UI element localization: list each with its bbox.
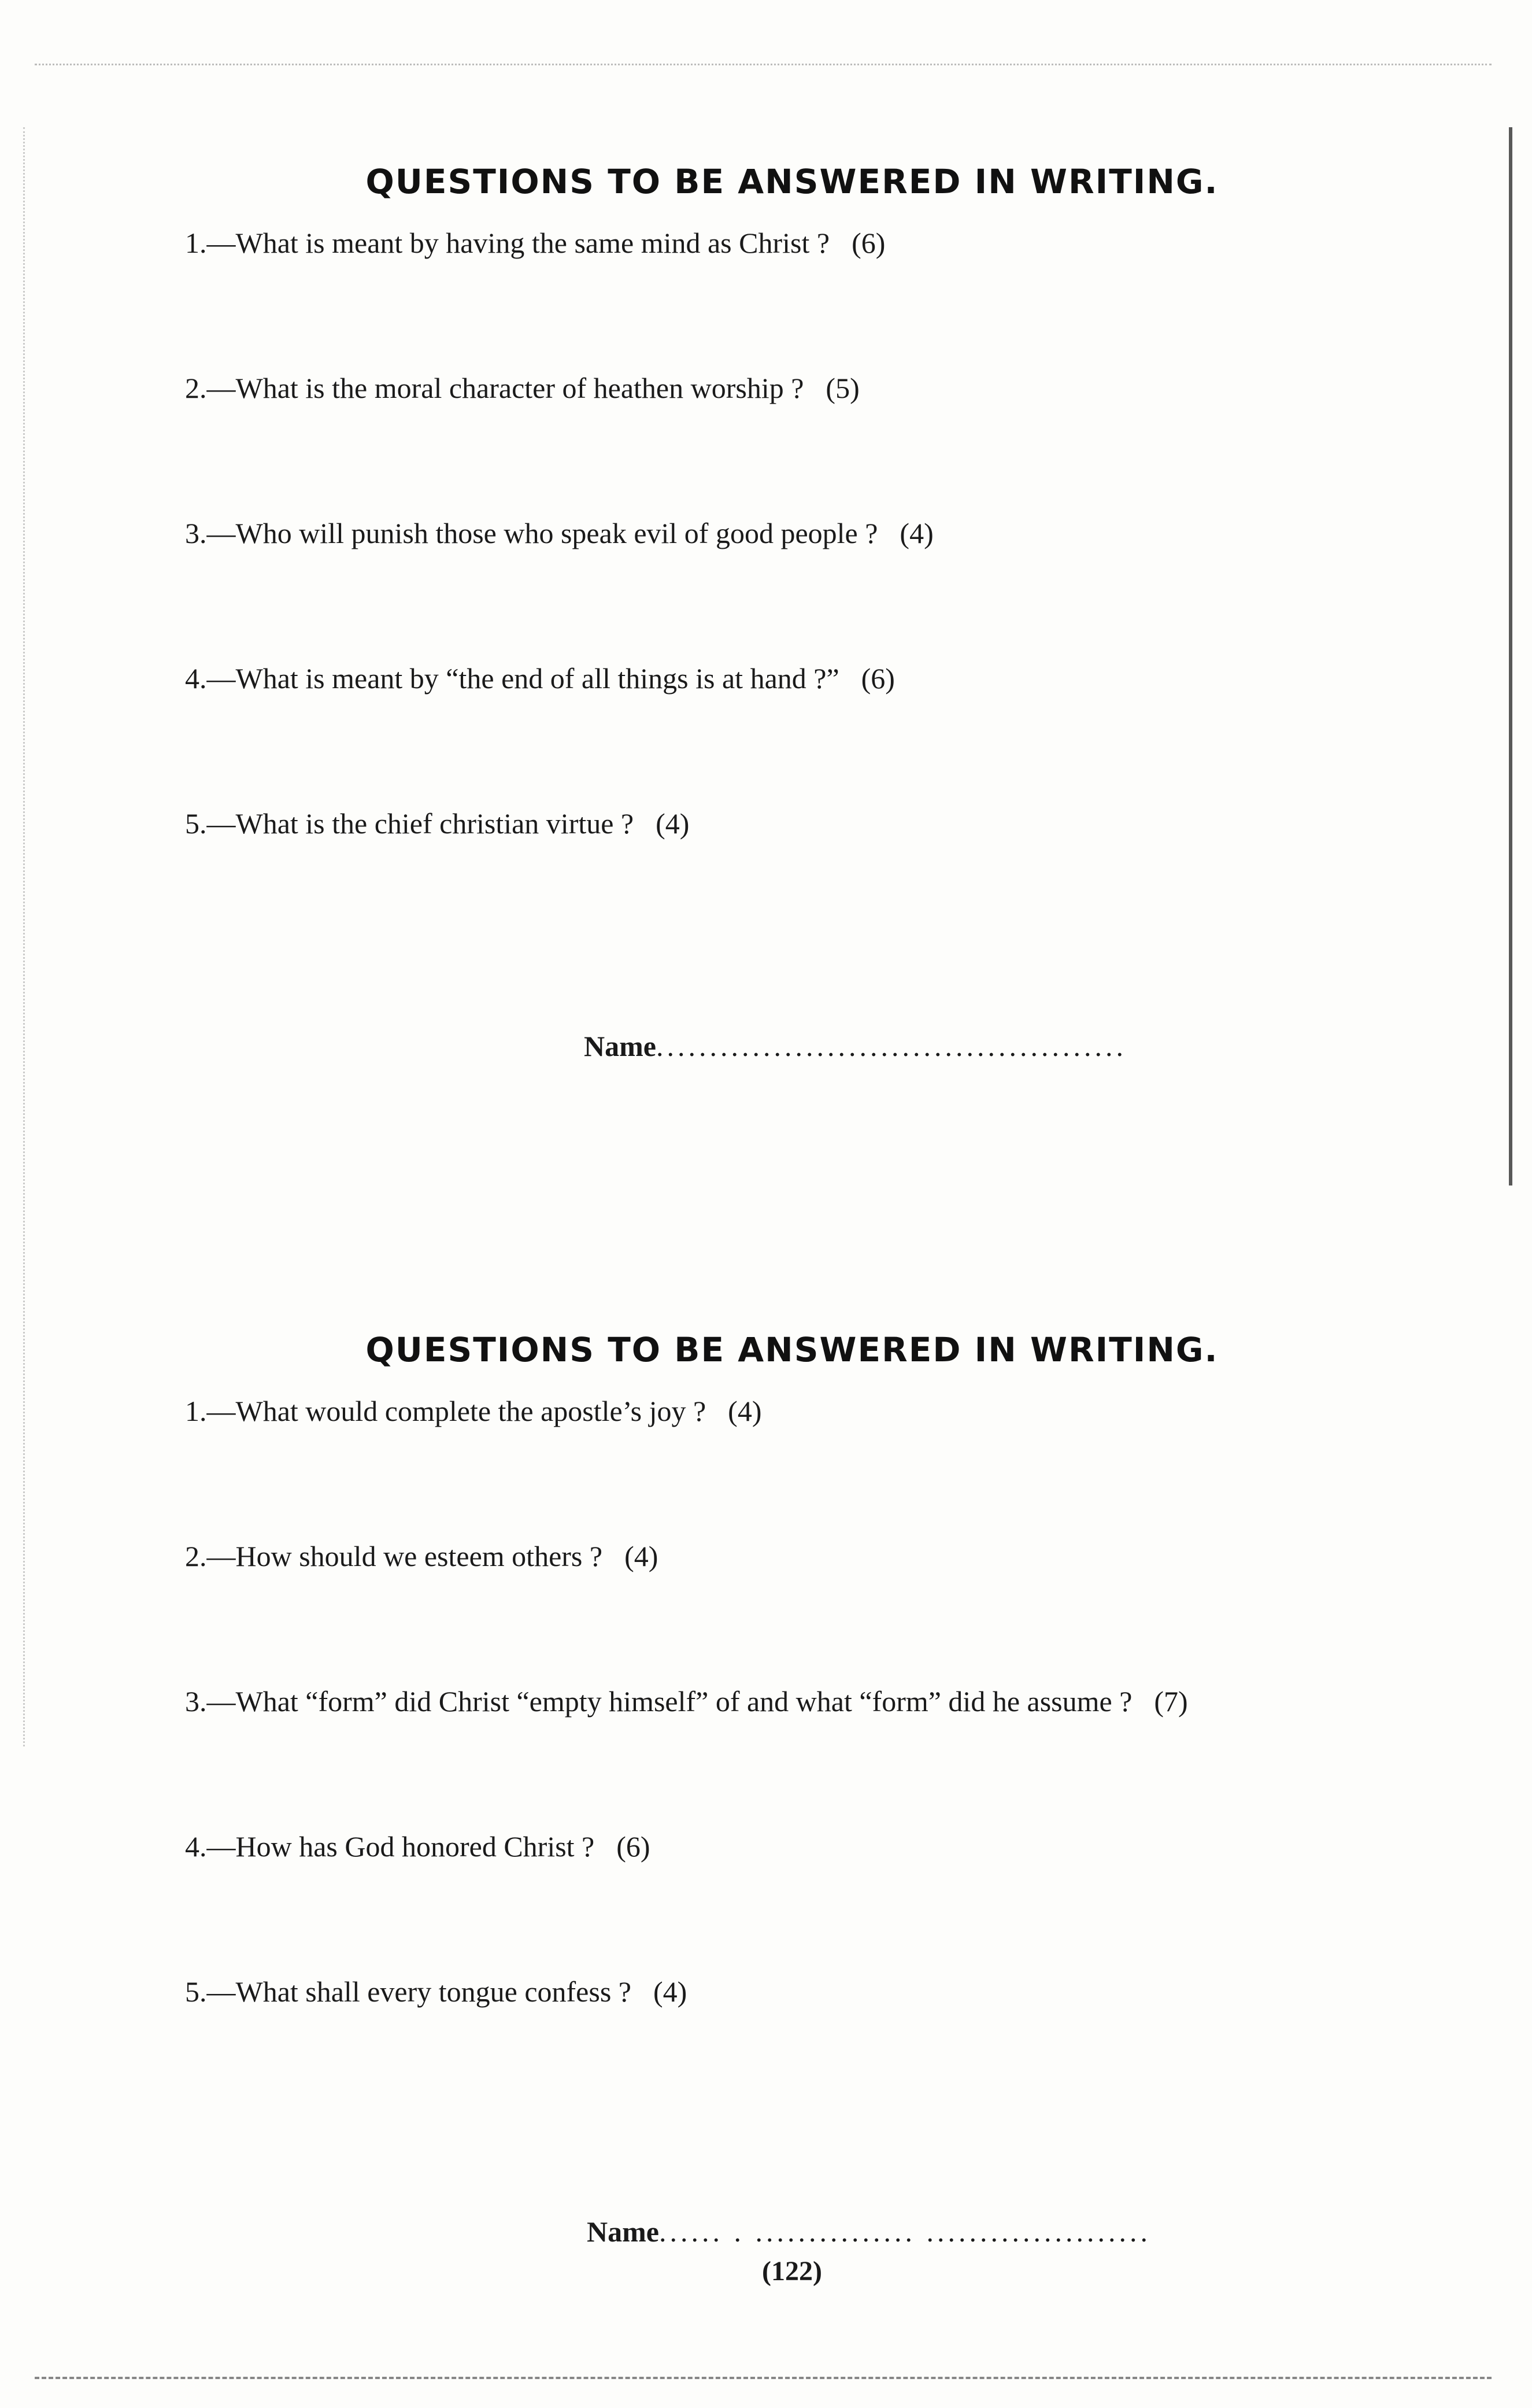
question-number: 2.— <box>185 372 236 404</box>
question-text: How has God honored Christ ? <box>235 1830 595 1863</box>
question-text: What is the chief christian virtue ? <box>235 807 634 840</box>
question-text: How should we esteem others ? <box>235 1540 603 1572</box>
question-marks: (4) <box>728 1395 762 1427</box>
question-list <box>185 1394 1445 2119</box>
question-item <box>185 1394 1445 1539</box>
question-item <box>185 1829 1445 1974</box>
question-number: 3.— <box>185 1685 236 1718</box>
question-text: What is meant by having the same mind as Christ ? <box>235 227 830 259</box>
question-item <box>185 1539 1445 1684</box>
question-number: 5.— <box>185 807 236 840</box>
scan-artifact-left <box>23 127 27 1746</box>
question-number: 1.— <box>185 227 236 259</box>
question-marks: (4) <box>900 517 934 549</box>
question-text: What is the moral character of heathen worship ? <box>235 372 804 404</box>
scan-artifact-top <box>35 40 1492 65</box>
question-item <box>185 1974 1445 2119</box>
name-label: Name <box>587 2215 659 2248</box>
question-marks: (6) <box>861 662 895 695</box>
name-field[interactable] <box>587 2215 1151 2248</box>
question-marks: (6) <box>616 1830 650 1863</box>
question-marks: (5) <box>826 372 860 404</box>
question-item <box>185 371 1445 516</box>
scan-artifact-bottom <box>35 2377 1492 2384</box>
question-marks: (7) <box>1154 1685 1188 1718</box>
section-heading: QUESTIONS TO BE ANSWERED IN WRITING. <box>365 1330 1219 1369</box>
name-dots: ...... . ............... ..................... <box>658 2215 1151 2248</box>
question-marks: (4) <box>656 807 690 840</box>
question-marks: (6) <box>852 227 886 259</box>
name-field[interactable] <box>584 1029 1127 1063</box>
question-list <box>185 226 1445 951</box>
question-text: What “form” did Christ “empty himself” of and what “form” did he assume ? <box>235 1685 1133 1718</box>
question-number: 2.— <box>185 1540 236 1572</box>
question-item <box>185 516 1445 661</box>
question-text: What is meant by “the end of all things is at hand ?” <box>235 662 839 695</box>
question-marks: (4) <box>624 1540 658 1572</box>
name-label: Name <box>584 1030 656 1062</box>
question-text: Who will punish those who speak evil of good people ? <box>235 517 878 549</box>
question-item <box>185 226 1445 371</box>
name-dots: ............................................ <box>656 1030 1127 1062</box>
question-text: What shall every tongue confess ? <box>235 1975 631 2008</box>
page-number: (122) <box>762 2256 822 2287</box>
question-number: 3.— <box>185 517 236 549</box>
question-number: 4.— <box>185 1830 236 1863</box>
question-item <box>185 806 1445 951</box>
question-number: 4.— <box>185 662 236 695</box>
question-marks: (4) <box>653 1975 687 2008</box>
question-text: What would complete the apostle’s joy ? <box>235 1395 706 1427</box>
question-item <box>185 661 1445 806</box>
question-number: 1.— <box>185 1395 236 1427</box>
scan-artifact-right <box>1509 127 1518 1185</box>
question-item <box>185 1684 1445 1829</box>
question-number: 5.— <box>185 1975 236 2008</box>
section-heading: QUESTIONS TO BE ANSWERED IN WRITING. <box>365 162 1219 201</box>
